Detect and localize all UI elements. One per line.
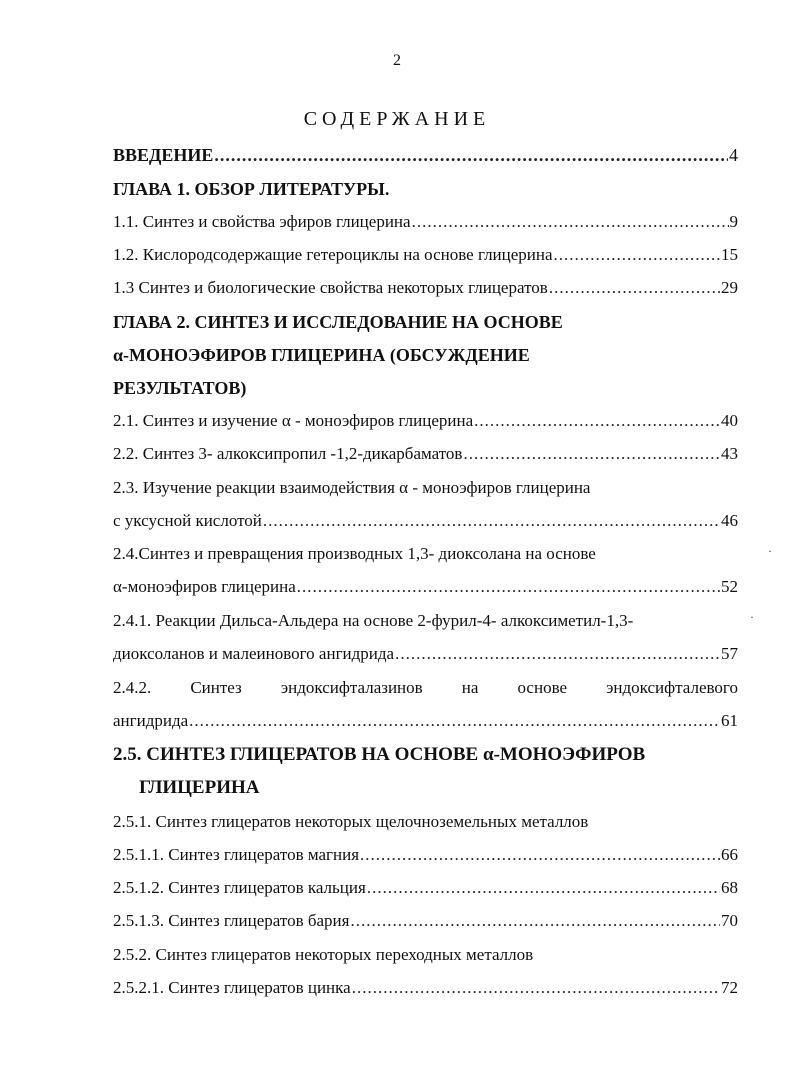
toc-entry-2-5-2[interactable]: 2.5.2. Синтез глицератов некоторых переходных металлов bbox=[113, 945, 534, 964]
dot-leader bbox=[263, 509, 720, 533]
toc-page-number: 72 bbox=[721, 978, 738, 997]
dot-leader bbox=[395, 642, 720, 666]
toc-page-number: 70 bbox=[721, 911, 738, 930]
page-title: СОДЕРЖАНИЕ bbox=[303, 108, 491, 130]
toc-entry-2-5-1[interactable]: 2.5.1. Синтез глицератов некоторых щелочноземельных металлов bbox=[113, 812, 589, 831]
toc-entry-2-3-line1[interactable]: 2.3. Изучение реакции взаимодействия α - моноэфиров глицерина bbox=[113, 478, 591, 497]
toc-page-number: 4 bbox=[729, 145, 738, 165]
dot-leader bbox=[463, 442, 720, 466]
toc-entry-1-1[interactable] bbox=[113, 210, 738, 234]
toc-entry-text: 2.1. Синтез и изучение α - моноэфиров глицерина bbox=[113, 411, 474, 430]
toc-word: основе bbox=[517, 678, 568, 697]
page-number: 2 bbox=[393, 52, 401, 69]
toc-page-number: 43 bbox=[721, 444, 738, 463]
toc-entry-2-4-2[interactable] bbox=[113, 709, 738, 733]
toc-entry-text: 2.2. Синтез 3- алкоксипропил -1,2-дикарбаматов bbox=[113, 444, 463, 463]
dot-leader bbox=[352, 976, 720, 1000]
toc-entry-text: 2.5.2.1. Синтез глицератов цинка bbox=[113, 978, 351, 997]
toc-entry-2-4-2-line1[interactable] bbox=[113, 676, 738, 700]
toc-page-number: 9 bbox=[729, 212, 738, 231]
toc-word: эндоксифталазинов bbox=[280, 678, 423, 697]
toc-entry-2-4-line1[interactable]: 2.4.Синтез и превращения производных 1,3- диоксолана на основе bbox=[113, 544, 596, 563]
toc-chapter-2-heading-line3[interactable]: РЕЗУЛЬТАТОВ) bbox=[113, 378, 247, 398]
toc-page-number: 66 bbox=[721, 845, 738, 864]
toc-page-number: 68 bbox=[721, 878, 738, 897]
toc-page-number: 52 bbox=[721, 577, 738, 596]
toc-entry-2-3[interactable] bbox=[113, 509, 738, 533]
toc-entry-text: 1.1. Синтез и свойства эфиров глицерина bbox=[113, 212, 411, 231]
toc-page-number: 29 bbox=[721, 278, 738, 297]
toc-entry-intro[interactable] bbox=[113, 143, 738, 167]
toc-chapter-2-heading-line2[interactable]: α-МОНОЭФИРОВ ГЛИЦЕРИНА (ОБСУЖДЕНИЕ bbox=[113, 345, 530, 365]
toc-section-2-5-heading-line1[interactable]: 2.5. СИНТЕЗ ГЛИЦЕРАТОВ НА ОСНОВЕ α-МОНОЭФИРОВ bbox=[113, 744, 646, 765]
toc-entry-2-2[interactable] bbox=[113, 442, 738, 466]
toc-entry-text: 1.2. Кислородсодержащие гетероциклы на основе глицерина bbox=[113, 245, 553, 264]
toc-entry-2-5-2-1[interactable] bbox=[113, 976, 738, 1000]
toc-page-number: 46 bbox=[721, 511, 738, 530]
dot-leader bbox=[297, 575, 720, 599]
toc-entry-1-2[interactable] bbox=[113, 243, 738, 267]
toc-entry-2-5-1-3[interactable] bbox=[113, 909, 738, 933]
toc-entry-2-5-1-2[interactable] bbox=[113, 876, 738, 900]
toc-chapter-2-heading-line1[interactable]: ГЛАВА 2. СИНТЕЗ И ИССЛЕДОВАНИЕ НА ОСНОВЕ bbox=[113, 312, 563, 332]
toc-entry-text: ВВЕДЕНИЕ bbox=[113, 145, 214, 165]
toc-chapter-1-heading[interactable]: ГЛАВА 1. ОБЗОР ЛИТЕРАТУРЫ. bbox=[113, 179, 390, 199]
toc-section-2-5-heading-line2[interactable]: ГЛИЦЕРИНА bbox=[139, 777, 260, 798]
toc-entry-text: с уксусной кислотой bbox=[113, 511, 262, 530]
toc-entry-text: ангидрида bbox=[113, 711, 189, 730]
toc-entry-text: 2.5.1.2. Синтез глицератов кальция bbox=[113, 878, 366, 897]
dot-leader bbox=[360, 843, 720, 867]
scan-speck: · bbox=[750, 610, 754, 624]
toc-entry-text: 2.5.1.3. Синтез глицератов бария bbox=[113, 911, 350, 930]
dot-leader bbox=[554, 243, 720, 267]
dot-leader bbox=[549, 276, 720, 300]
toc-word: на bbox=[461, 678, 479, 697]
toc-entry-text: диоксоланов и малеинового ангидрида bbox=[113, 644, 395, 663]
toc-entry-2-1[interactable] bbox=[113, 409, 738, 433]
toc-entry-text: α-моноэфиров глицерина bbox=[113, 577, 296, 596]
toc-entry-text: 2.5.1.1. Синтез глицератов магния bbox=[113, 845, 360, 864]
toc-word: эндоксифталевого bbox=[606, 678, 738, 697]
toc-entry-2-4-1[interactable] bbox=[113, 642, 738, 666]
toc-entry-text: 1.3 Синтез и биологические свойства некоторых глицератов bbox=[113, 278, 548, 297]
toc-entry-1-3[interactable] bbox=[113, 276, 738, 300]
dot-leader bbox=[412, 210, 729, 234]
toc-page-number: 61 bbox=[721, 711, 738, 730]
toc-entry-2-4[interactable] bbox=[113, 575, 738, 599]
toc-word: 2.4.2. bbox=[113, 678, 152, 697]
toc-page-number: 57 bbox=[721, 644, 738, 663]
toc-word: Синтез bbox=[190, 678, 242, 697]
toc-page-number: 40 bbox=[721, 411, 738, 430]
toc-page-number: 15 bbox=[721, 245, 738, 264]
dot-leader bbox=[474, 409, 720, 433]
dot-leader bbox=[214, 143, 728, 167]
dot-leader bbox=[350, 909, 720, 933]
dot-leader bbox=[189, 709, 720, 733]
toc-entry-2-5-1-1[interactable] bbox=[113, 843, 738, 867]
toc-entry-2-4-1-line1[interactable]: 2.4.1. Реакции Дильса-Альдера на основе 2-фурил-4- алкоксиметил-1,3- bbox=[113, 611, 634, 630]
dot-leader bbox=[367, 876, 720, 900]
scan-speck: · bbox=[768, 544, 772, 558]
